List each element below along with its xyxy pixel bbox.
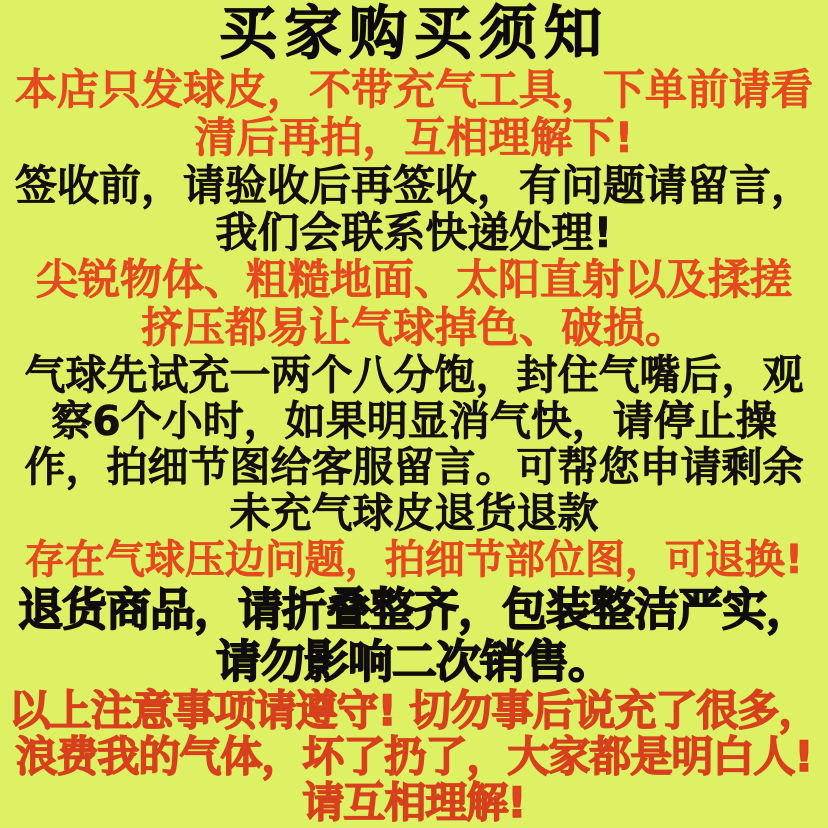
notice-section bbox=[0, 66, 828, 162]
notice-line: 我们会联系快递处理! bbox=[215, 208, 613, 257]
notice-section bbox=[0, 584, 828, 688]
notice-line: 气球先试充一两个八分饱，封住气嘴后，观 bbox=[24, 351, 804, 399]
notice-line: 未充气球皮退货退款 bbox=[229, 489, 599, 537]
notice-line: 挤压都易让气球掉色、破损。 bbox=[140, 303, 687, 352]
poster-title: 买家购买须知 bbox=[218, 0, 609, 67]
notice-line: 请互相理解! bbox=[302, 778, 526, 827]
notice-section bbox=[0, 688, 828, 826]
notice-section bbox=[0, 256, 828, 352]
notice-line: 察6个小时，如果明显消气快，请停止操 bbox=[51, 397, 777, 445]
notice-line: 签收前，请验收后再签收，有问题请留言， bbox=[14, 161, 813, 210]
notice-sections bbox=[0, 66, 828, 826]
notice-line: 清后再拍，互相理解下! bbox=[194, 113, 634, 162]
notice-line: 本店只发球皮，不带充气工具，下单前请看 bbox=[14, 65, 813, 114]
notice-line: 尖锐物体、粗糙地面、太阳直射以及揉搓 bbox=[35, 255, 792, 304]
notice-line: 退货商品，请折叠整齐，包装整洁严实， bbox=[17, 583, 810, 636]
notice-section bbox=[0, 162, 828, 256]
notice-section bbox=[0, 536, 828, 584]
notice-line: 浪费我的气体，坏了扔了，大家都是明白人! bbox=[15, 732, 813, 781]
notice-line: 作，拍细节图给客服留言。可帮您申请剩余 bbox=[24, 443, 804, 491]
notice-line: 以上注意事项请遵守! 切勿事后说充了很多， bbox=[8, 686, 820, 735]
notice-section bbox=[0, 352, 828, 536]
notice-line: 请勿影响二次销售。 bbox=[215, 635, 612, 688]
notice-line: 存在气球压边问题，拍细节部位图，可退换! bbox=[24, 537, 804, 583]
